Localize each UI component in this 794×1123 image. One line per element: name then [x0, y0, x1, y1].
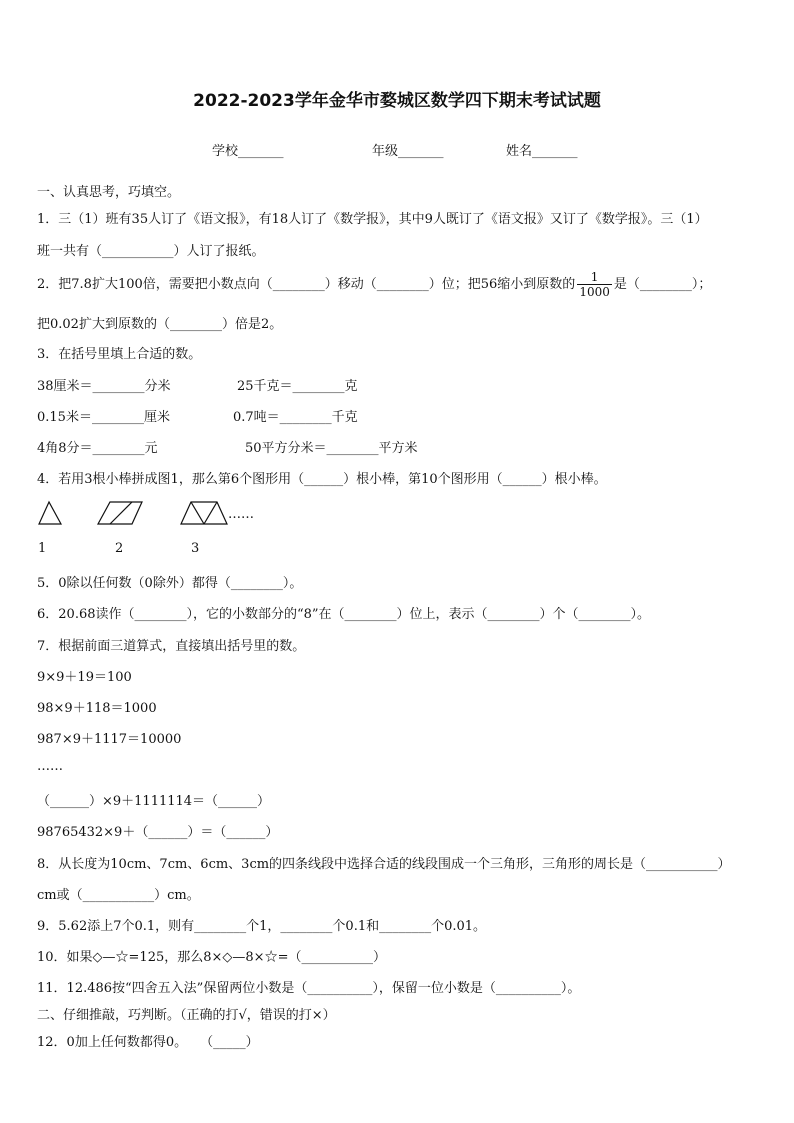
grade-field: 年级_______ — [372, 144, 444, 159]
question-4: 4．若用3根小棒拼成图1，那么第6个图形用（______）根小棒，第10个图形用（______）根小棒。 — [37, 472, 607, 487]
question-6: 6．20.68读作（________），它的小数部分的“8”在（________）位上，表示（________）个（________）。 — [37, 607, 651, 622]
name-field: 姓名_______ — [506, 144, 578, 159]
page-title: 2022-2023学年金华市婺城区数学四下期末考试试题 — [193, 91, 601, 111]
q3-row-1-right: 25千克＝________克 — [237, 379, 358, 394]
q7-equation-2: 98×9＋118＝1000 — [37, 701, 157, 716]
question-12: 12．0加上任何数都得0。 （_____） — [37, 1035, 259, 1050]
triangle-figure-1 — [37, 500, 65, 526]
fraction-denominator: 1000 — [579, 285, 610, 299]
q7-fill-2: 98765432×9＋（______）＝（______） — [37, 825, 279, 840]
figure-label-2: 2 — [115, 541, 124, 556]
q7-ellipsis: …… — [37, 759, 63, 774]
q3-row-3-left: 4角8分＝________元 — [37, 441, 158, 456]
section2-heading: 二、仔细推敲，巧判断。（正确的打√，错误的打×） — [37, 1008, 336, 1023]
fraction-one-thousandth — [577, 270, 612, 299]
fraction-numerator: 1 — [577, 270, 612, 285]
question-5: 5．0除以任何数（0除外）都得（________）。 — [37, 576, 303, 591]
q3-row-3-right: 50平方分米＝________平方米 — [245, 441, 418, 456]
question-2-line-1 — [37, 270, 711, 299]
q3-row-2-left: 0.15米＝________厘米 — [37, 410, 170, 425]
question-2-text-a: 2．把7.8扩大100倍，需要把小数点向（________）移动（________）位；把56缩小到原数的 — [37, 277, 576, 292]
question-2-line-2: 把0.02扩大到原数的（________）倍是2。 — [37, 317, 283, 332]
triangle-figure-3 — [179, 500, 229, 526]
question-3-heading: 3．在括号里填上合适的数。 — [37, 347, 202, 362]
section1-heading: 一、认真思考，巧填空。 — [37, 185, 181, 200]
figure-label-1: 1 — [38, 541, 47, 556]
q7-equation-3: 987×9＋1117＝10000 — [37, 732, 182, 747]
question-8-line-2: cm或（___________）cm。 — [37, 888, 200, 903]
question-1-line-1: 1．三（1）班有35人订了《语文报》，有18人订了《数学报》，其中9人既订了《语文报》又订了《数学报》。三（1） — [37, 212, 708, 227]
question-1-line-2: 班一共有（___________）人订了报纸。 — [37, 244, 265, 259]
q3-row-2-right: 0.7吨＝________千克 — [233, 410, 358, 425]
question-2-text-b: 是（________）； — [613, 277, 712, 292]
figure-label-3: 3 — [191, 541, 200, 556]
question-9: 9．5.62添上7个0.1，则有________个1，________个0.1和________个0.01。 — [37, 919, 487, 934]
q7-equation-1: 9×9＋19＝100 — [37, 670, 132, 685]
question-10: 10．如果◇—☆=125，那么8×◇—8×☆=（___________） — [37, 950, 386, 965]
figure-ellipsis: …… — [228, 507, 254, 522]
triangle-figure-2 — [96, 500, 148, 526]
question-7-heading: 7．根据前面三道算式，直接填出括号里的数。 — [37, 639, 306, 654]
school-field: 学校_______ — [212, 144, 284, 159]
q7-fill-1: （______）×9＋1111114＝（______） — [37, 794, 271, 809]
question-11: 11．12.486按“四舍五入法”保留两位小数是（__________），保留一位小数是（__________）。 — [37, 981, 581, 996]
question-8-line-1: 8．从长度为10cm、7cm、6cm、3cm的四条线段中选择合适的线段围成一个三角形，三角形的周长是（___________） — [37, 857, 731, 872]
q3-row-1-left: 38厘米＝________分米 — [37, 379, 171, 394]
